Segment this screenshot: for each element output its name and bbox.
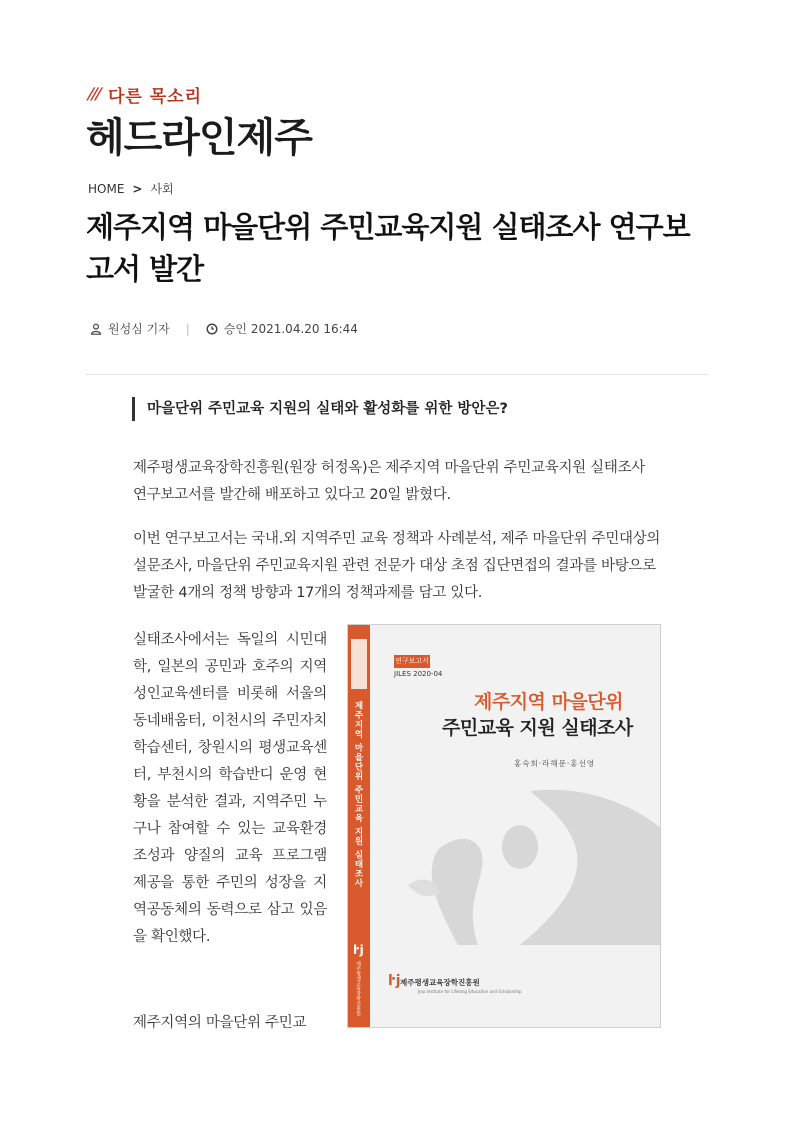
cover-shape-right xyxy=(520,790,661,945)
cover-authors: 홍숙희·라해문·홍선영 xyxy=(514,759,595,768)
spine-publisher: 제주평생교육장학진흥원 xyxy=(355,961,361,1016)
author-name[interactable]: 원성심 기자 xyxy=(108,322,170,336)
cover-publisher-en: Jeju Institute for Lifelong Education and Scholarship xyxy=(418,989,522,994)
article-meta xyxy=(90,320,358,337)
cover-title-line1: 제주지역 마을단위 xyxy=(474,691,623,713)
spine-badge xyxy=(351,639,367,689)
site-logo[interactable] xyxy=(86,78,322,166)
article-paragraph: 이번 연구보고서는 국내.외 지역주민 교육 정책과 사례분석, 제주 마을단위 주민대상의 설문조사, 마을단위 주민교육지원 관련 전문가 대상 초점 집단면접의 결과를 바탕으로 발굴한 4개의 정책 방향과 17개의 정책과제를 담고 있다. xyxy=(133,531,661,601)
header-divider xyxy=(86,374,708,375)
cover-title-line2: 주민교육 지원 실태조사 xyxy=(442,717,633,739)
meta-divider: | xyxy=(185,321,190,336)
approved-date: 승인 2021.04.20 16:44 xyxy=(223,322,358,336)
chevron-right-icon: > xyxy=(132,181,143,196)
logo-name: 헤드라인제주 xyxy=(86,115,312,161)
article-subheading: 마을단위 주민교육 지원의 실태와 활성화를 위한 방안은? xyxy=(132,397,508,421)
article-paragraph: 제주지역의 마을단위 주민교 xyxy=(133,1015,307,1031)
article-paragraph: 제주평생교육장학진흥원(원장 허정옥)은 제주지역 마을단위 주민교육지원 실태조사 연구보고서를 발간해 배포하고 있다고 20일 밝혔다. xyxy=(133,460,646,503)
clock-icon xyxy=(206,323,218,335)
breadcrumb-home[interactable]: HOME xyxy=(88,181,125,196)
article-title: 제주지역 마을단위 주민교육지원 실태조사 연구보고서 발간 xyxy=(86,210,690,286)
logo-tagline: 다른 목소리 xyxy=(108,87,203,107)
report-cover-image[interactable] xyxy=(347,624,661,1028)
publisher-mark-icon: ŀj xyxy=(353,943,364,957)
cover-shape-circle xyxy=(502,825,538,869)
breadcrumb-section[interactable]: 사회 xyxy=(150,182,174,196)
article-paragraph: 실태조사에서는 독일의 시민대학, 일본의 공민과 호주의 지역성인교육센터를 비롯해 서울의 동네배움터, 이천시의 주민자치학습센터, 창원시의 평생교육센터, 부천시의 학습반디 운영 현황을 분석한 결과, 지역주민 누구나 참여할 수 있는 교육환경 조성과 양질의 교육 프로그램 제공을 통한 주민의 성장을 지역공동체의 동력으로 삼고 있음을 확인했다. xyxy=(133,632,327,945)
spine-title: 제주지역 마을단위 주민교육 지원 실태조사 xyxy=(353,701,363,888)
cover-code: JILES 2020-04 xyxy=(394,670,443,678)
breadcrumb xyxy=(88,180,174,197)
logo-waves-icon: /// xyxy=(85,84,103,103)
cover-graphic xyxy=(370,785,661,945)
cover-spine xyxy=(348,625,370,1027)
cover-publisher: 제주평생교육장학진흥원 xyxy=(400,978,480,987)
cover-label: 연구보고서 xyxy=(394,655,430,668)
user-icon xyxy=(90,323,102,335)
publisher-logo-icon: ŀj xyxy=(388,973,401,989)
